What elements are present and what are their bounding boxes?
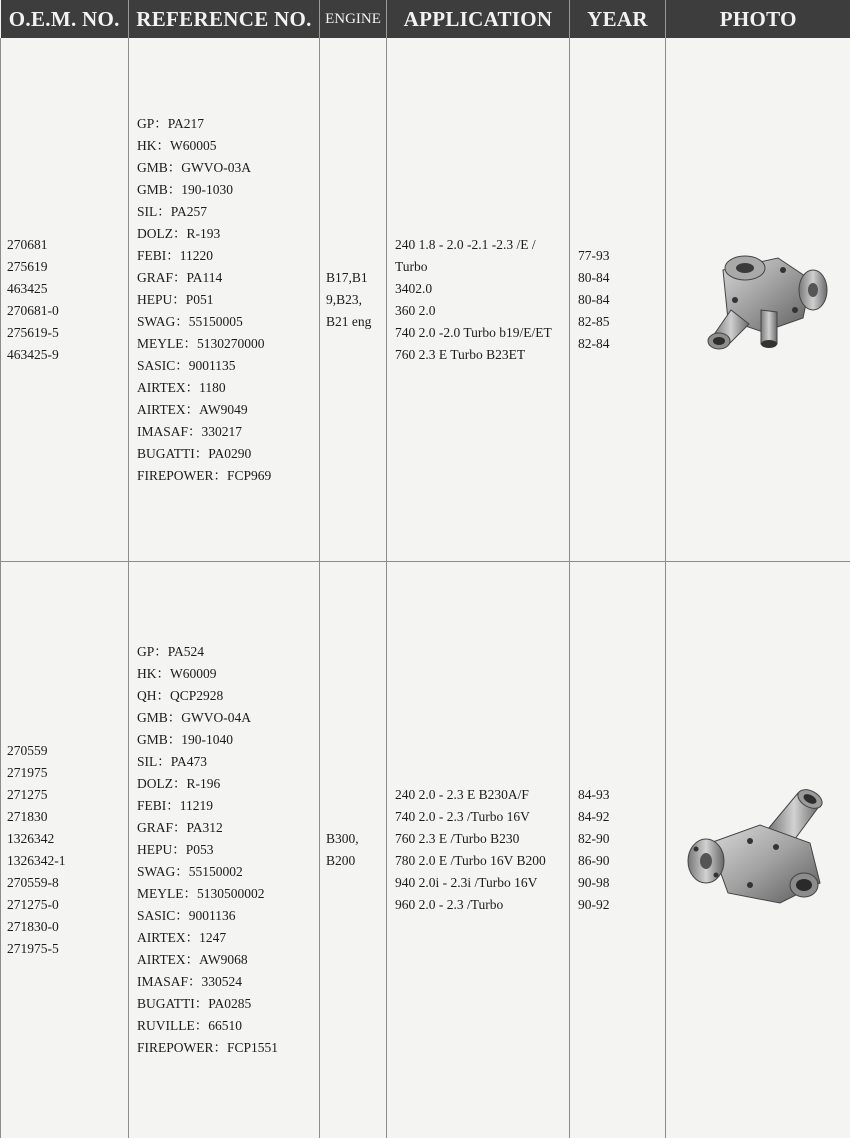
reference-cell [129,562,320,1138]
oem-number: 271830 [7,809,48,825]
engine-code: B300, [326,831,359,847]
oem-number: 275619 [7,258,48,274]
reference-entry: GRAF：PA312 [137,820,223,836]
oem-number: 270681 [7,236,48,252]
oem-number: 271275 [7,787,48,803]
header-oem: O.E.M. NO. [1,0,129,38]
reference-entry: DOLZ：R-193 [137,225,221,241]
reference-entry: HK：W60005 [137,137,217,153]
engine-code: 9,B23, [326,291,363,307]
application-entry: 780 2.0 E /Turbo 16V B200 [395,853,546,869]
year-range: 80-84 [578,269,610,285]
photo-cell [666,38,850,562]
reference-entry: MEYLE：5130500002 [137,886,265,902]
reference-cell [129,38,320,562]
application-entry: 760 2.3 E /Turbo B230 [395,831,520,847]
year-range: 80-84 [578,291,610,307]
reference-entry: SIL：PA473 [137,754,208,770]
engine-cell [320,38,387,562]
reference-entry: SASIC：9001136 [137,908,236,924]
year-cell [570,38,666,562]
reference-entry: SWAG：55150005 [137,313,243,329]
reference-entry: FEBI：11220 [137,247,214,263]
reference-entry: SASIC：9001135 [137,357,236,373]
application-entry: 360 2.0 [395,302,436,318]
reference-entry: GMB：190-1040 [137,732,234,748]
oem-number: 270681-0 [7,302,59,318]
reference-entry: BUGATTI：PA0285 [137,996,252,1012]
reference-entry: AIRTEX：AW9049 [137,401,248,417]
reference-entry: IMASAF：330524 [137,974,243,990]
application-entry: 760 2.3 E Turbo B23ET [395,346,526,362]
oem-number: 463425-9 [7,346,59,362]
reference-entry: AIRTEX：AW9068 [137,952,248,968]
year-range: 84-93 [578,787,610,803]
header-application: APPLICATION [387,0,570,38]
header-year: YEAR [570,0,666,38]
application-cell [387,562,570,1138]
reference-entry: IMASAF：330217 [137,423,243,439]
water-pump-icon [683,240,833,360]
application-entry: 240 1.8 - 2.0 -2.1 -2.3 /E / [395,236,536,252]
reference-entry: GMB：GWVO-03A [137,159,251,175]
header-engine: ENGINE [320,0,387,38]
year-range: 82-84 [578,335,610,351]
engine-cell [320,562,387,1138]
water-pump-icon [680,785,836,915]
application-entry: 740 2.0 - 2.3 /Turbo 16V [395,809,530,825]
year-range: 90-98 [578,875,610,891]
year-range: 82-90 [578,831,610,847]
application-entry: 240 2.0 - 2.3 E B230A/F [395,787,529,803]
application-entry: 960 2.0 - 2.3 /Turbo [395,897,504,913]
oem-number: 271975-5 [7,941,59,957]
reference-entry: HEPU：P051 [137,291,214,307]
oem-number: 275619-5 [7,324,59,340]
engine-code: B17,B1 [326,269,368,285]
engine-code: B21 eng [326,313,372,329]
reference-entry: BUGATTI：PA0290 [137,445,252,461]
oem-cell [1,38,129,562]
table-row [1,38,850,562]
oem-number: 1326342 [7,831,55,847]
oem-number: 271975 [7,765,48,781]
year-range: 86-90 [578,853,610,869]
header-photo: PHOTO [666,0,850,38]
reference-entry: DOLZ：R-196 [137,776,221,792]
year-range: 77-93 [578,247,610,263]
application-entry: 940 2.0i - 2.3i /Turbo 16V [395,875,538,891]
engine-code: B200 [326,853,356,869]
year-range: 90-92 [578,897,610,913]
photo-cell [666,562,850,1138]
oem-number: 1326342-1 [7,853,66,869]
reference-entry: FIREPOWER：FCP1551 [137,1040,279,1056]
application-cell [387,38,570,562]
oem-number: 271275-0 [7,897,59,913]
header-row [1,0,850,38]
reference-entry: GP：PA524 [137,644,205,660]
reference-entry: RUVILLE：66510 [137,1018,242,1034]
year-cell [570,562,666,1138]
header-reference: REFERENCE NO. [129,0,320,38]
year-range: 82-85 [578,313,610,329]
reference-entry: HEPU：P053 [137,842,214,858]
reference-entry: SIL：PA257 [137,203,208,219]
reference-entry: FIREPOWER：FCP969 [137,467,272,483]
reference-entry: GMB：190-1030 [137,181,234,197]
oem-number: 270559 [7,743,48,759]
application-entry: Turbo [395,258,428,274]
application-entry: 740 2.0 -2.0 Turbo b19/E/ET [395,324,552,340]
oem-cell [1,562,129,1138]
reference-entry: SWAG：55150002 [137,864,243,880]
table-row [1,562,850,1138]
year-range: 84-92 [578,809,610,825]
oem-number: 270559-8 [7,875,59,891]
reference-entry: GMB：GWVO-04A [137,710,251,726]
reference-entry: MEYLE：5130270000 [137,335,265,351]
reference-entry: HK：W60009 [137,666,217,682]
application-entry: 3402.0 [395,280,433,296]
reference-entry: AIRTEX：1247 [137,930,227,946]
oem-number: 463425 [7,280,48,296]
reference-entry: GP：PA217 [137,115,205,131]
oem-number: 271830-0 [7,919,59,935]
reference-entry: AIRTEX：1180 [137,379,226,395]
reference-entry: QH：QCP2928 [137,688,224,704]
reference-entry: GRAF：PA114 [137,269,223,285]
reference-entry: FEBI：11219 [137,798,214,814]
